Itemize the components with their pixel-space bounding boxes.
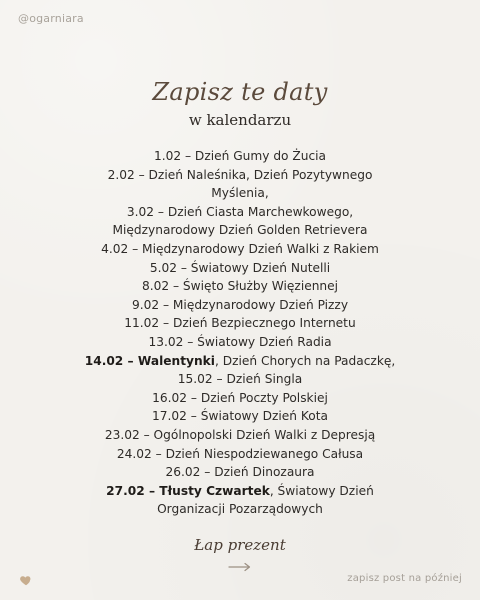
date-line — [60, 463, 420, 482]
cta-text: Łap prezent — [194, 536, 286, 554]
date-line — [60, 389, 420, 408]
date-line — [60, 259, 420, 278]
date-line — [60, 147, 420, 166]
page-title: Zapisz te daty — [152, 78, 328, 106]
date-line — [60, 184, 420, 203]
date-line-text: 2.02 – Dzień Naleśnika, Dzień Pozytywnego — [107, 167, 373, 182]
date-line-text: 9.02 – Międzynarodowy Dzień Pizzy — [131, 297, 349, 312]
date-line — [60, 370, 420, 389]
date-line-text: Organizacji Pozarządowych — [157, 502, 323, 517]
date-line-text: 1.02 – Dzień Gumy do Żucia — [153, 149, 327, 163]
heart-icon[interactable] — [19, 573, 33, 587]
date-line-text: 4.02 – Międzynarodowy Dzień Walki z Rakiem — [101, 241, 379, 256]
date-line-text: 26.02 – Dzień Dinozaura — [165, 465, 315, 480]
date-line-text: 13.02 – Światowy Dzień Radia — [148, 334, 332, 349]
date-line — [60, 221, 420, 240]
date-line — [60, 314, 420, 333]
date-line-text: 17.02 – Światowy Dzień Kota — [152, 409, 328, 424]
date-line — [60, 500, 420, 519]
date-line — [60, 203, 420, 222]
date-line — [60, 166, 420, 185]
date-line — [60, 407, 420, 426]
date-line-text: 5.02 – Światowy Dzień Nutelli — [149, 260, 331, 275]
date-line-text: , Światowy Dzień — [269, 483, 374, 498]
date-line — [60, 240, 420, 259]
date-line-text: Myślenia, — [211, 186, 269, 201]
date-line — [60, 352, 420, 371]
date-line-text: 8.02 – Święto Służby Więziennej — [141, 279, 339, 294]
date-line-text: Międzynarodowy Dzień Golden Retrievera — [112, 223, 368, 238]
date-line — [60, 445, 420, 464]
date-line-text: 3.02 – Dzień Ciasta Marchewkowego, — [126, 204, 354, 219]
date-line-text: 11.02 – Dzień Bezpiecznego Internetu — [124, 316, 356, 331]
date-line-bold: 14.02 – Walentynki — [84, 353, 215, 368]
date-line — [60, 277, 420, 296]
date-line-text: , Dzień Chorych na Padaczkę, — [214, 353, 396, 368]
date-line — [60, 482, 420, 501]
date-line — [60, 426, 420, 445]
save-post-note: zapisz post na później — [347, 573, 462, 584]
instagram-handle: @ogarniara — [18, 12, 84, 25]
arrow-right-icon — [228, 561, 252, 573]
date-line — [60, 333, 420, 352]
date-line-text: 16.02 – Dzień Poczty Polskiej — [152, 390, 328, 405]
date-line — [60, 296, 420, 315]
dates-list — [60, 147, 420, 519]
page-subtitle: w kalendarzu — [188, 111, 292, 129]
date-line-text: 23.02 – Ogólnopolski Dzień Walki z Depresją — [104, 427, 376, 442]
date-line-bold: 27.02 – Tłusty Czwartek — [106, 483, 270, 498]
date-line-text: 15.02 – Dzień Singla — [177, 372, 303, 387]
date-line-text: 24.02 – Dzień Niespodziewanego Całusa — [116, 446, 364, 461]
